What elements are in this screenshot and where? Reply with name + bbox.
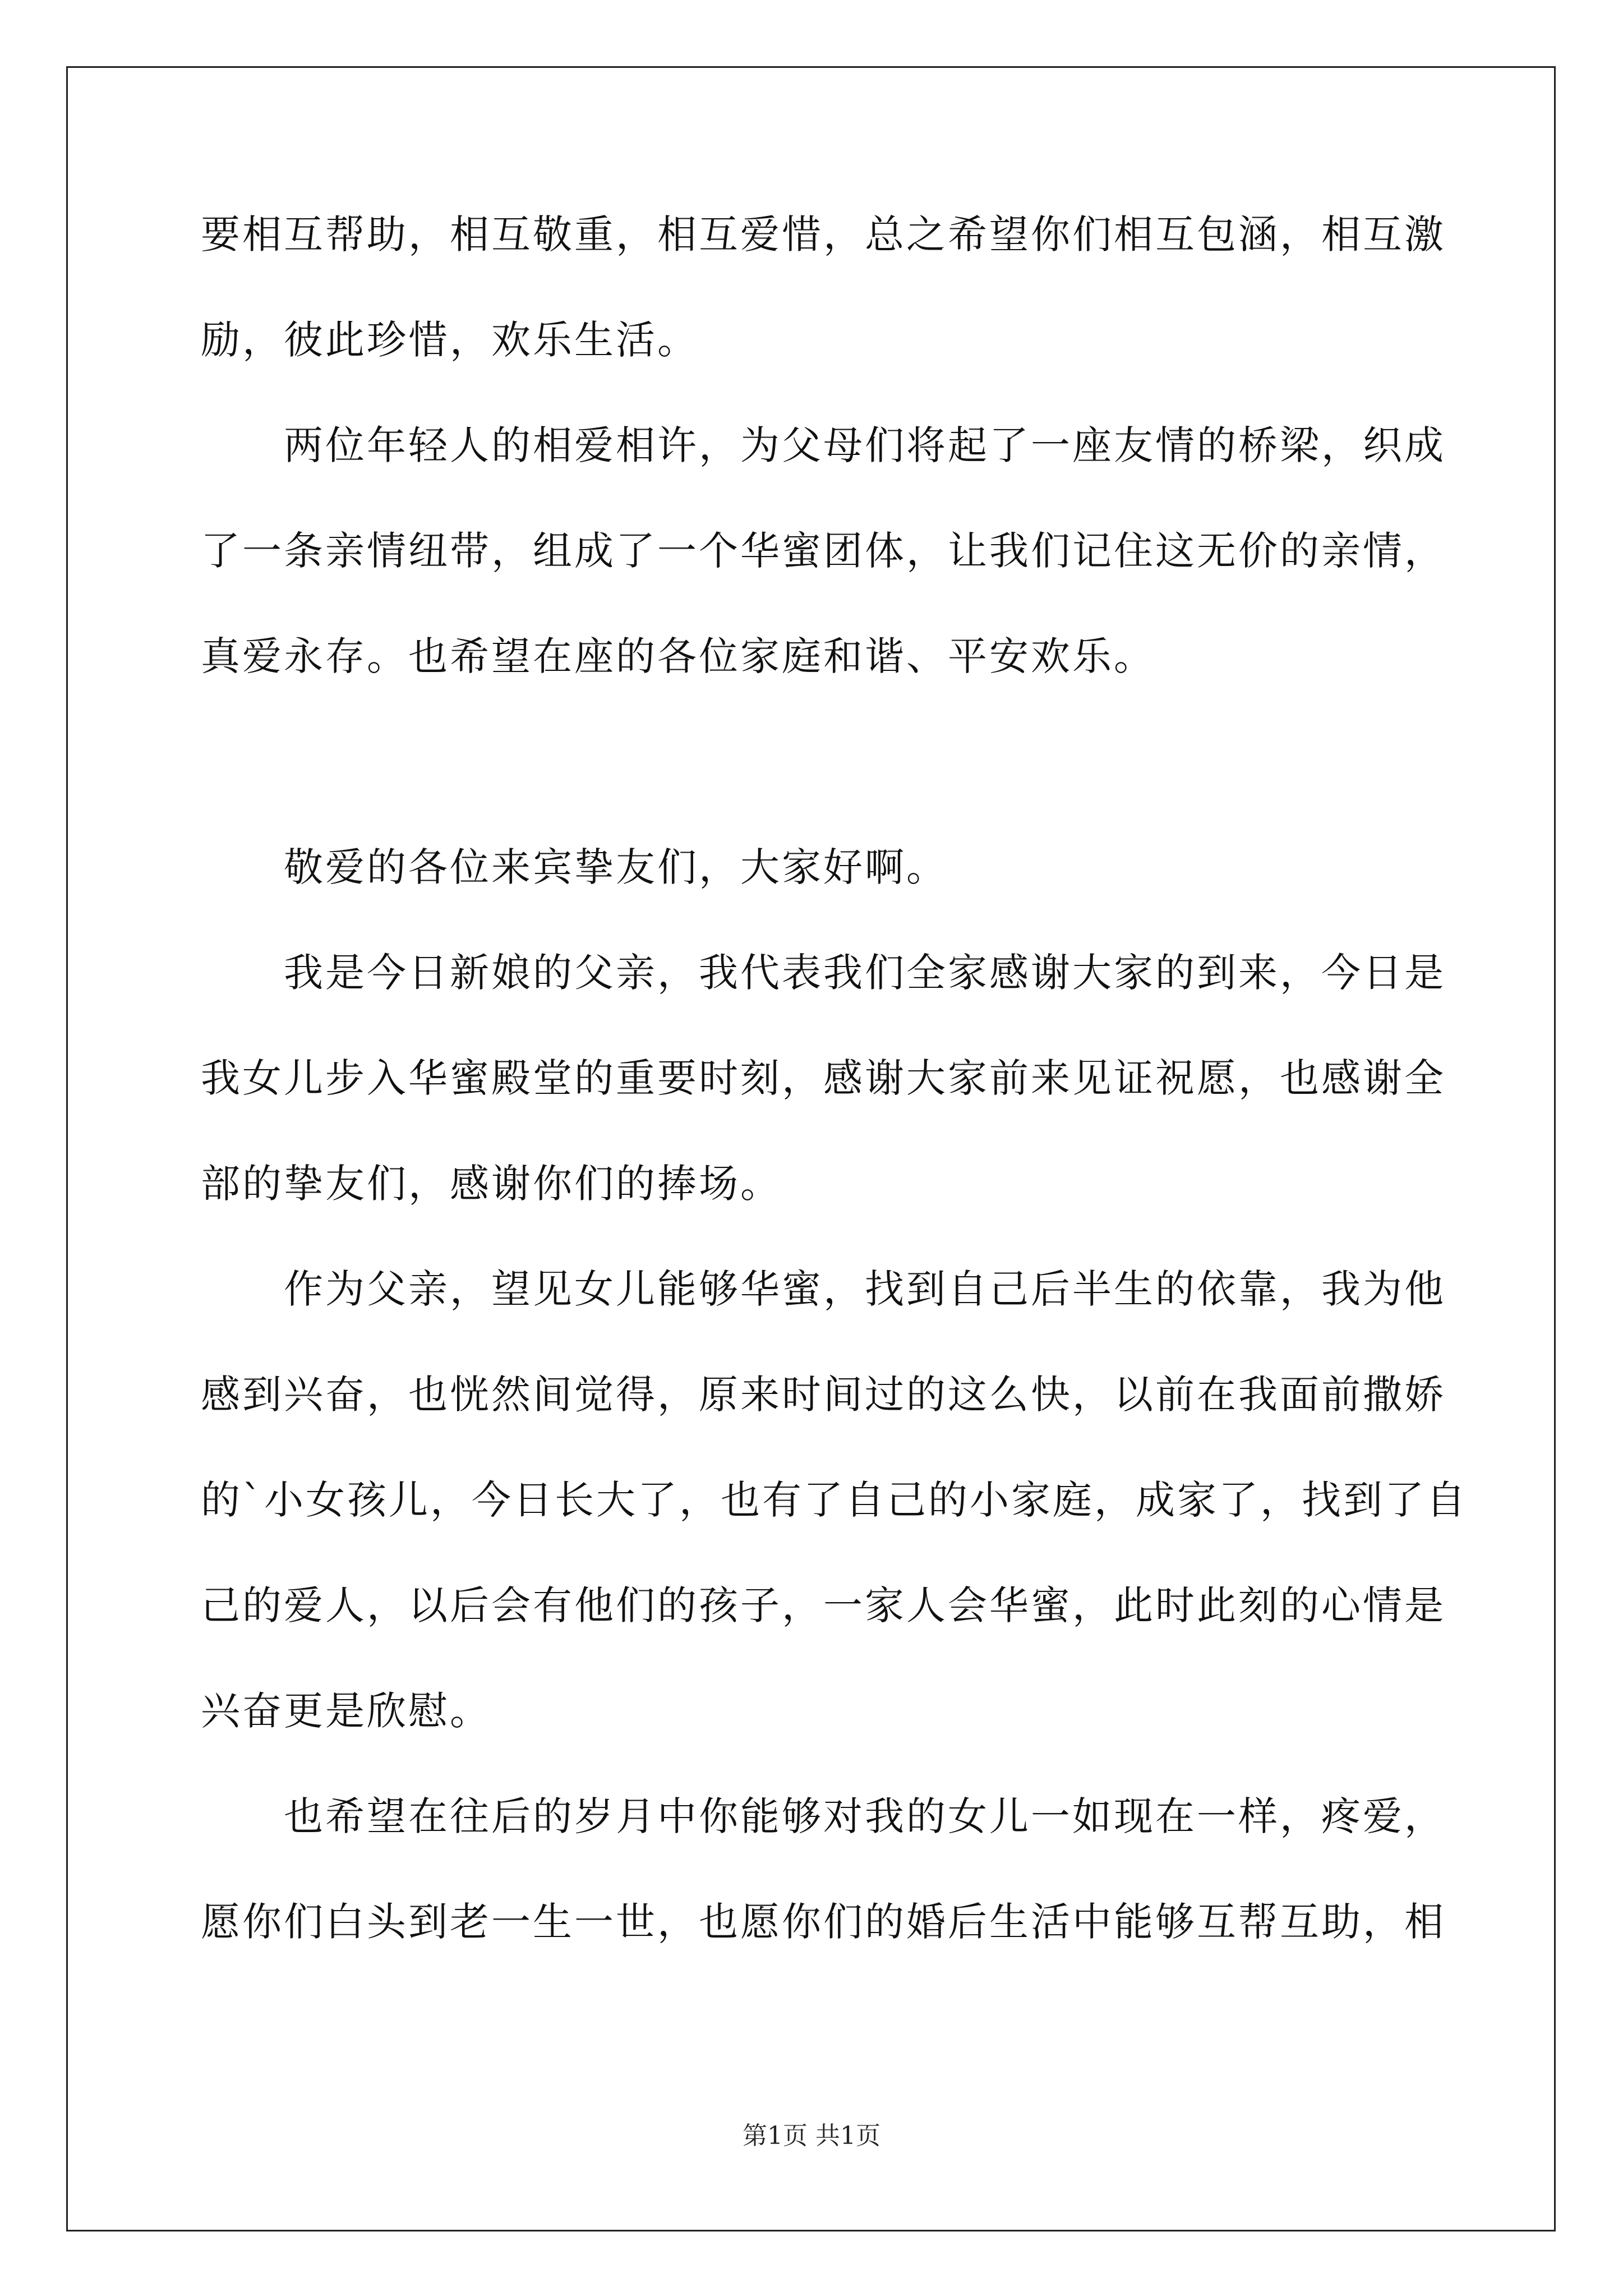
paragraph [201,840,1429,894]
text-line: 也希望在往后的岁月中你能够对我的女儿一如现在一样，疼爱， [284,1793,1446,1839]
paragraph [201,418,1446,683]
text-line: 部的挚友们，感谢你们的捧场。 [201,1161,782,1207]
text-line: 我是今日新娘的父亲，我代表我们全家感谢大家的到来，今日是 [284,950,1446,996]
text-line: 了一条亲情纽带，组成了一个华蜜团体，让我们记住这无价的亲情， [201,528,1446,574]
paragraph [201,208,1446,367]
text-line: 我女儿步入华蜜殿堂的重要时刻，感谢大家前来见证祝愿，也感谢全 [201,1055,1446,1101]
text-line: 作为父亲，望见女儿能够华蜜，找到自己后半生的依靠，我为他 [284,1266,1446,1312]
document-body [201,208,1468,1949]
text-line: 兴奋更是欣慰。 [201,1688,491,1734]
text-line: 愿你们白头到老一生一世，也愿你们的婚后生活中能够互帮互助，相 [201,1899,1446,1945]
page-number-footer: 第1页 共1页 [743,2122,880,2150]
paragraph [201,1789,1446,1949]
text-line: 真爱永存。也希望在座的各位家庭和谐、平安欢乐。 [201,633,1155,679]
text-line: 励，彼此珍惜，欢乐生活。 [201,317,699,363]
text-line: 己的爱人，以后会有他们的孩子，一家人会华蜜，此时此刻的心情是 [201,1582,1446,1628]
text-line: 两位年轻人的相爱相许，为父母们将起了一座友情的桥梁，织成 [284,422,1446,468]
text-line: 要相互帮助，相互敬重，相互爱惜，总之希望你们相互包涵，相互激 [201,211,1446,257]
section-heading [201,735,1429,789]
text-line: 的`小女孩儿，今日长大了，也有了自己的小家庭，成家了，找到了自 [201,1477,1468,1523]
text-line: 感到兴奋，也恍然间觉得，原来时间过的这么快，以前在我面前撒娇 [201,1372,1446,1418]
paragraph [201,1262,1468,1738]
paragraph [201,946,1446,1211]
text-line: 敬爱的各位来宾挚友们，大家好啊。 [284,844,948,890]
